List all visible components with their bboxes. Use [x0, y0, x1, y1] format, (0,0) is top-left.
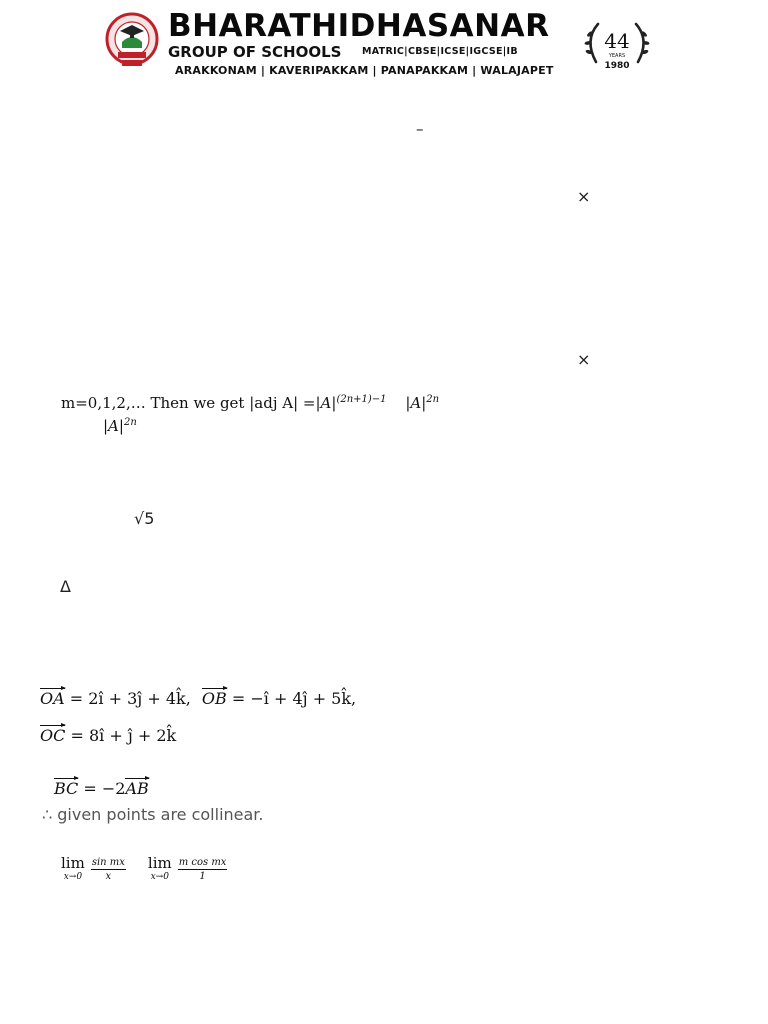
adj-exponent: (2n+1)−1: [336, 394, 387, 405]
fraction-numerator: sin mx: [91, 856, 125, 868]
badge-since-year: 1980: [604, 61, 630, 71]
adj-prefix: m=0,1,2,… Then we get |adj A| =|: [61, 394, 321, 412]
limit-operator: [148, 856, 172, 882]
adj-bar: |: [331, 394, 337, 412]
square-root-five: √5: [134, 509, 155, 528]
vector-ab-label: AB: [125, 779, 149, 798]
locations-list: ARAKKONAM | KAVERIPAKKAM | PANAPAKKAM | WALAJAPET: [175, 64, 554, 77]
school-logo-emblem: [100, 12, 164, 70]
vector-oc-expression: = 8î + ĵ + 2k̂: [65, 726, 177, 745]
vector-ob-expression: = −î + 4ĵ + 5k̂,: [226, 689, 357, 708]
minus-sign: –: [416, 120, 424, 138]
vector-oa-expression: = 2î + 3ĵ + 4k̂,: [64, 689, 191, 708]
adj-var: A: [320, 394, 332, 412]
boards-list: MATRIC|CBSE|ICSE|IGCSE|IB: [362, 46, 518, 57]
fraction: [178, 857, 228, 882]
fraction-denominator: x: [105, 870, 112, 882]
limit-expression: [61, 856, 227, 882]
lim-word: lim: [61, 854, 85, 872]
fraction-denominator: 1: [199, 870, 206, 882]
lim-subscript: x→0: [63, 872, 83, 882]
adj-result-2: |A|: [103, 417, 124, 435]
vector-ob-label: OB: [201, 689, 227, 708]
badge-years-number: 44: [604, 29, 630, 53]
vector-bc-label: BC: [54, 779, 79, 798]
vector-oc-line: [40, 726, 176, 745]
times-sign: ×: [577, 187, 591, 206]
limit-operator: [61, 856, 85, 882]
vector-oa-label: OA: [40, 689, 65, 708]
lim-word: lim: [147, 854, 172, 872]
anniversary-badge: [580, 16, 654, 72]
fraction-numerator: m cos mx: [178, 856, 227, 868]
vector-oc-label: OC: [40, 726, 66, 745]
vector-bc-line: [54, 779, 149, 798]
adjoint-result-line: [103, 417, 137, 435]
times-sign: ×: [577, 350, 591, 369]
vector-bc-equals: = −2: [78, 779, 126, 798]
adjoint-determinant-line: [61, 394, 439, 412]
adj-result-2-exponent: 2n: [123, 417, 137, 428]
group-of-schools-label: GROUP OF SCHOOLS: [168, 43, 342, 61]
delta-symbol: Δ: [60, 577, 71, 596]
school-name: BHARATHIDHASANAR: [168, 8, 550, 44]
fraction: [91, 857, 126, 882]
badge-years-word: YEARS: [608, 53, 626, 59]
adj-result: |A|: [405, 394, 427, 412]
lim-subscript: x→0: [150, 872, 169, 882]
adj-result-exponent: 2n: [426, 394, 440, 405]
vector-oa-ob-line: [40, 689, 356, 708]
collinear-conclusion: ∴ given points are collinear.: [42, 805, 264, 824]
